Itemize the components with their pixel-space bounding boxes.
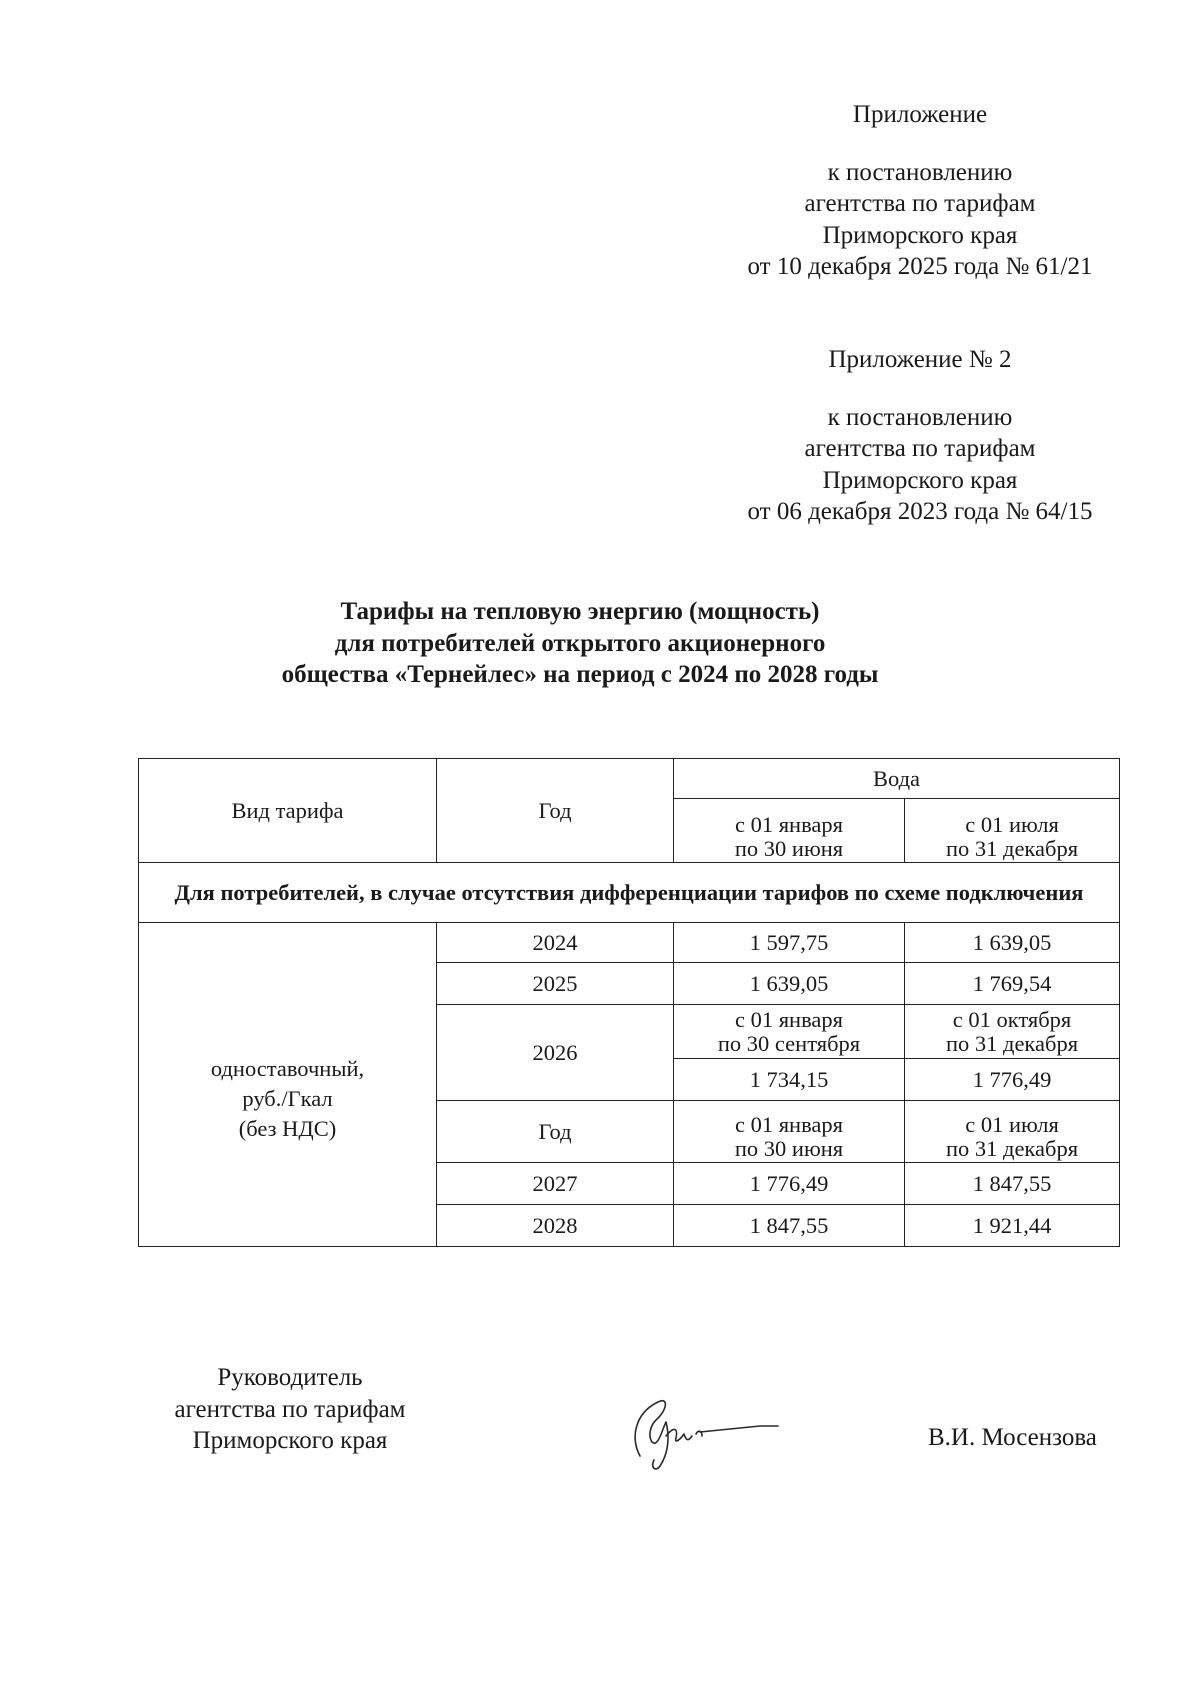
tariff-value-h1: 1 847,55 [674, 1205, 905, 1247]
tariff-value-h2: 1 769,54 [905, 963, 1120, 1005]
section-title: Для потребителей, в случае отсутствия дифференциации тарифов по схеме подключения [139, 863, 1120, 923]
tariff-value-h1: 1 776,49 [674, 1163, 905, 1205]
appendix-1-line: агентства по тарифам [804, 190, 1036, 217]
appendix-1-title: Приложение [852, 101, 988, 128]
tariff-value-h2: 1 921,44 [905, 1205, 1120, 1247]
header-period-2 [905, 799, 1120, 863]
document-title-line: для потребителей открытого акционерного [334, 629, 826, 657]
year-cell: 2025 [437, 963, 674, 1005]
period-2026-1 [674, 1005, 905, 1059]
tariff-value-h2: 1 776,49 [905, 1059, 1120, 1101]
subheader-period-2-to: по 31 декабря [945, 1136, 1079, 1161]
document-title-line: Тарифы на тепловую энергию (мощность) [340, 598, 820, 625]
signatory-position-line: Приморского края [192, 1427, 388, 1454]
header-year: Год [437, 759, 674, 863]
tariff-value-h2: 1 639,05 [905, 923, 1120, 963]
period-2026-1-from: с 01 января [734, 1006, 844, 1032]
header-period-1 [674, 799, 905, 863]
tariff-value-h1: 1 597,75 [674, 923, 905, 963]
appendix-1-date: от 10 декабря 2025 года № 61/21 [747, 253, 1093, 280]
document-title [240, 596, 920, 691]
tariff-value-h2: 1 847,55 [905, 1163, 1120, 1205]
year-cell: 2024 [437, 923, 674, 963]
header-period-2-from: с 01 июля [965, 812, 1059, 837]
appendix-1-header [690, 99, 1150, 283]
appendix-1-line: Приморского края [822, 221, 1018, 249]
appendix-2-title: Приложение № 2 [828, 346, 1012, 373]
header-period-2-to: по 31 декабря [945, 836, 1079, 861]
year-cell: 2026 [437, 1005, 674, 1101]
appendix-2-date: от 06 декабря 2023 года № 64/15 [747, 498, 1093, 525]
tariff-kind-line: руб./Гкал [242, 1085, 333, 1111]
subheader-period-2-from: с 01 июля [965, 1112, 1059, 1137]
tariff-kind-line: (без НДС) [238, 1115, 337, 1141]
appendix-2-line: Приморского края [822, 466, 1018, 494]
header-kind: Вид тарифа [139, 759, 437, 863]
period-2026-2-to: по 31 декабря [945, 1030, 1079, 1056]
tariff-kind-line: одноставочный, [210, 1055, 365, 1081]
tariff-value-h1: 1 639,05 [674, 963, 905, 1005]
header-period-1-to: по 30 июня [734, 836, 844, 861]
subheader-year: Год [437, 1101, 674, 1163]
appendix-2-line: к постановлению [827, 403, 1013, 431]
signatory-position-line: Руководитель [217, 1364, 363, 1391]
subheader-period-1 [674, 1101, 905, 1163]
header-water: Вода [674, 759, 1120, 799]
appendix-2-header [690, 344, 1150, 528]
appendix-1-line: к постановлению [827, 158, 1013, 186]
appendix-2-line: агентства по тарифам [804, 435, 1036, 462]
tariff-value-h1: 1 734,15 [674, 1059, 905, 1101]
period-2026-1-to: по 30 сентября [717, 1030, 861, 1056]
subheader-period-2 [905, 1101, 1120, 1163]
subheader-period-1-to: по 30 июня [734, 1136, 844, 1161]
signatory-position [140, 1362, 440, 1457]
handwritten-signature [600, 1378, 790, 1478]
period-2026-2-from: с 01 октября [952, 1006, 1072, 1032]
year-cell: 2028 [437, 1205, 674, 1247]
subheader-period-1-from: с 01 января [734, 1112, 844, 1137]
signatory-position-line: агентства по тарифам [174, 1395, 406, 1423]
year-cell: 2027 [437, 1163, 674, 1205]
document-title-line: общества «Тернейлес» на период с 2024 по 2028 годы [281, 661, 879, 688]
period-2026-2 [905, 1005, 1120, 1059]
tariff-table [138, 758, 1120, 1247]
tariff-kind-cell [139, 923, 437, 1247]
header-period-1-from: с 01 января [734, 812, 844, 837]
signatory-name: В.И. Мосензова [928, 1424, 1097, 1451]
